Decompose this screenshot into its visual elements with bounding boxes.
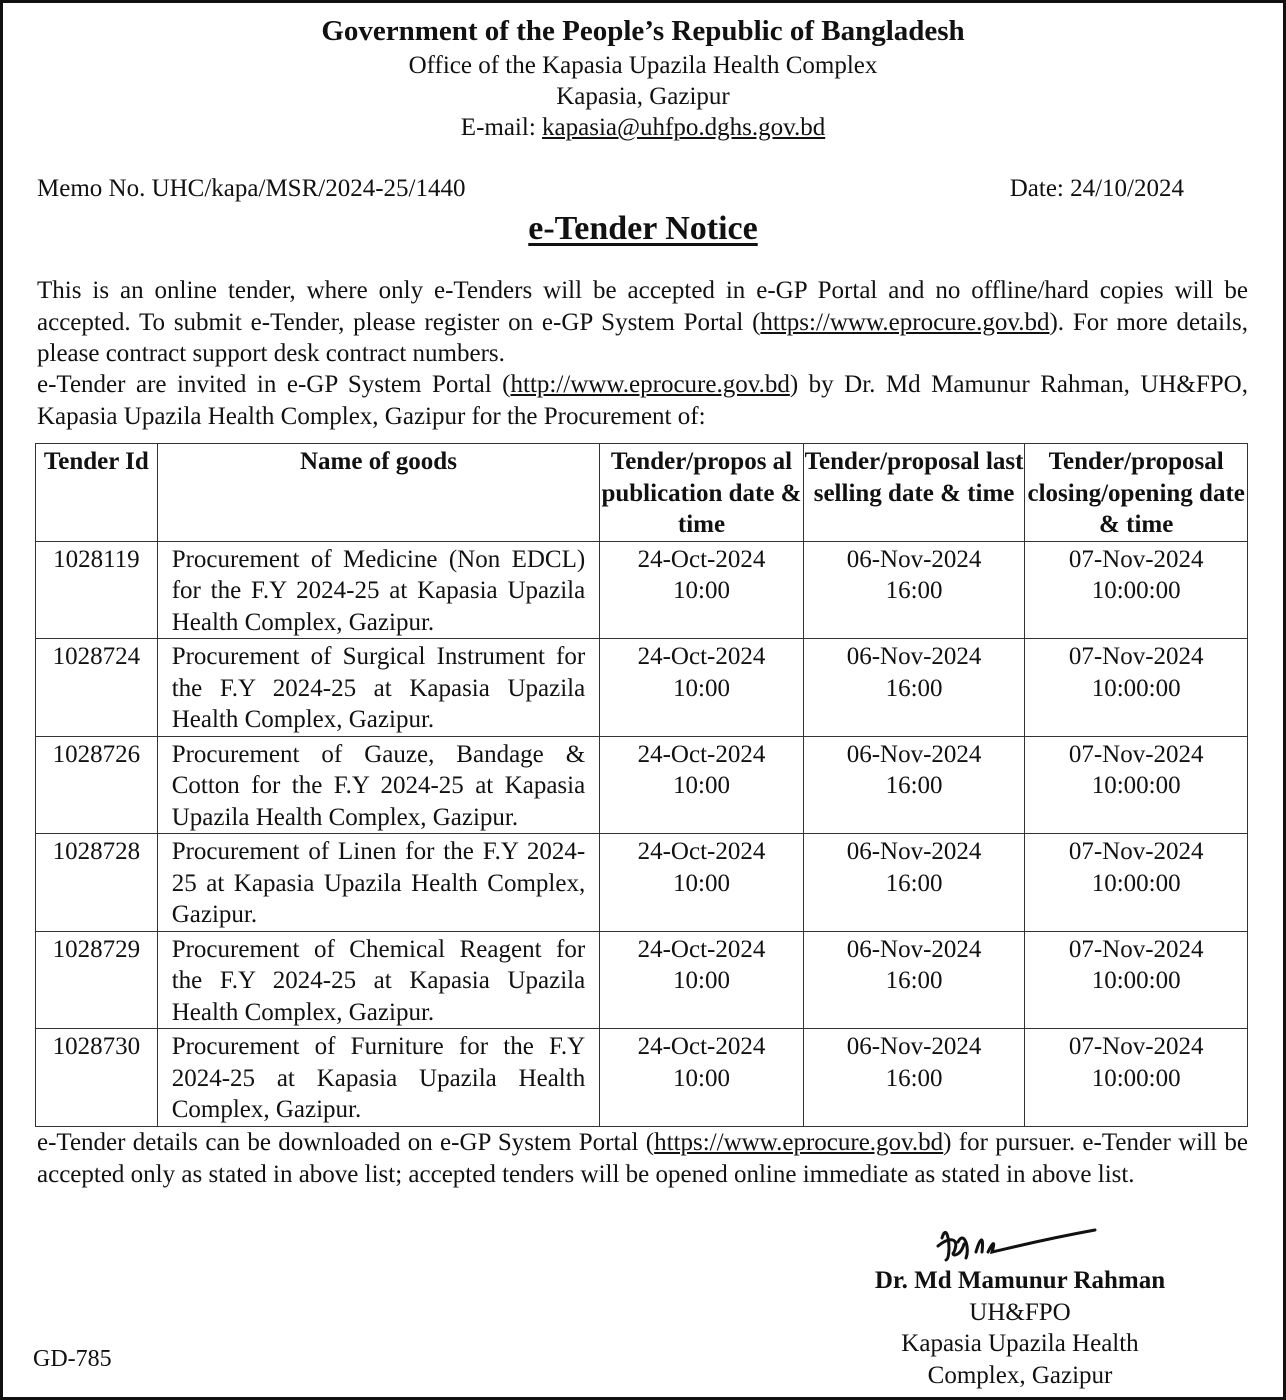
cell-name-of-goods-line: Procurement of Surgical Instrument for the F.Y 2024-25 at Kapasia Upazila Health Complex, Gazipur.: [171, 643, 586, 733]
cell-name-of-goods: [157, 639, 600, 737]
cell-closing-opening-date-line: 10:00:00: [1091, 674, 1181, 702]
cell-tender-id: [36, 541, 158, 639]
office-location: Kapasia, Gazipur: [556, 83, 730, 110]
header-publication-date: Tender/propos al publication date & time: [600, 444, 804, 542]
table-row: [36, 931, 1248, 1029]
cell-tender-id: [36, 1029, 158, 1127]
cell-closing-opening-date-line: 10:00:00: [1091, 772, 1181, 799]
signatory-designation: UH&FPO: [969, 1298, 1071, 1326]
cell-last-selling-date-line: 06-Nov-2024: [846, 643, 982, 670]
cell-last-selling-date-line: 06-Nov-2024: [846, 1033, 982, 1060]
cell-tender-id: [36, 834, 158, 932]
cell-closing-opening-date: [1025, 1029, 1248, 1127]
cell-tender-id-line: 1028119: [53, 545, 140, 573]
cell-last-selling-date: [803, 736, 1025, 834]
cell-publication-date: [600, 834, 804, 932]
cell-tender-id-line: 1028726: [52, 740, 141, 768]
cell-tender-id-line: 1028730: [52, 1033, 141, 1060]
memo-date: Date: 24/10/2024: [1009, 175, 1184, 202]
cell-publication-date-line: 24-Oct-2024: [637, 838, 766, 865]
table-row: [36, 1029, 1248, 1127]
cell-last-selling-date-line: 16:00: [885, 1064, 943, 1092]
gd-number: GD-785: [33, 1346, 112, 1372]
cell-closing-opening-date-line: 07-Nov-2024: [1068, 838, 1204, 865]
cell-publication-date-line: 24-Oct-2024: [637, 740, 766, 768]
signatory-block: [830, 1265, 1210, 1391]
cell-tender-id: [36, 931, 158, 1029]
cell-name-of-goods: [157, 541, 600, 639]
cell-closing-opening-date-line: 10:00:00: [1091, 1064, 1181, 1092]
cell-last-selling-date-line: 06-Nov-2024: [846, 740, 982, 768]
cell-name-of-goods-line: Procurement of Medicine (Non EDCL) for the F.Y 2024-25 at Kapasia Upazila Health Complex, Gazipur.: [171, 545, 586, 636]
cell-closing-opening-date: [1025, 834, 1248, 932]
email-link[interactable]: kapasia@uhfpo.dghs.gov.bd: [542, 114, 826, 141]
cell-last-selling-date: [803, 639, 1025, 737]
cell-publication-date: [600, 541, 804, 639]
cell-tender-id-line: 1028728: [52, 838, 141, 865]
header-last-selling-date: Tender/proposal last selling date & time: [803, 444, 1025, 542]
intro-paragraph-2: e-Tender are invited in e-GP System Portal (http://www.eprocure.gov.bd) by Dr. Md Mamunur Rahman, UH&FPO, Kapasia Upazila Health Complex, Gazipur for the Procurement of:: [37, 371, 1248, 430]
cell-last-selling-date-line: 16:00: [885, 967, 943, 994]
cell-publication-date-line: 24-Oct-2024: [637, 545, 766, 573]
cell-tender-id: [36, 736, 158, 834]
email-label: E-mail:: [460, 114, 543, 141]
signatory-name: Dr. Md Mamunur Rahman: [874, 1267, 1166, 1294]
cell-closing-opening-date-line: 10:00:00: [1091, 869, 1181, 897]
cell-last-selling-date-line: 06-Nov-2024: [846, 545, 982, 573]
cell-closing-opening-date-line: 07-Nov-2024: [1068, 545, 1204, 573]
cell-publication-date-line: 24-Oct-2024: [637, 935, 766, 963]
header-tender-id: Tender Id: [36, 444, 158, 542]
intro-paragraph-1: This is an online tender, where only e-Tenders will be accepted in e-GP Portal and no offline/hard copies will be accepted. To submit e-Tender, please register on e-GP System Portal (https://www.eprocure.gov.bd). For more details, please contract support desk contract numbers.: [37, 277, 1248, 367]
cell-last-selling-date-line: 16:00: [885, 869, 943, 897]
header-closing-opening-date: Tender/proposal closing/opening date & time: [1025, 444, 1248, 542]
cell-name-of-goods-line: Procurement of Chemical Reagent for the F.Y 2024-25 at Kapasia Upazila Health Complex, Gazipur.: [171, 935, 586, 1026]
cell-publication-date-line: 10:00: [673, 1064, 730, 1092]
cell-closing-opening-date-line: 07-Nov-2024: [1068, 643, 1204, 670]
eprocure-link[interactable]: https://www.eprocure.gov.bd: [760, 308, 1050, 336]
cell-tender-id-line: 1028724: [52, 643, 141, 670]
cell-closing-opening-date: [1025, 639, 1248, 737]
cell-last-selling-date-line: 16:00: [885, 772, 943, 799]
table-row: [36, 639, 1248, 737]
cell-tender-id-line: 1028729: [52, 935, 141, 963]
cell-name-of-goods: [157, 736, 600, 834]
cell-name-of-goods-line: Procurement of Gauze, Bandage & Cotton for the F.Y 2024-25 at Kapasia Upazila Health Complex, Gazipur.: [171, 740, 586, 831]
eprocure-link[interactable]: http://www.eprocure.gov.bd: [510, 371, 790, 398]
table-header-row: [36, 444, 1248, 542]
cell-last-selling-date-line: 06-Nov-2024: [846, 935, 982, 963]
cell-publication-date-line: 24-Oct-2024: [637, 1033, 766, 1060]
cell-publication-date-line: 10:00: [673, 967, 730, 994]
table-row: [36, 736, 1248, 834]
cell-last-selling-date-line: 16:00: [885, 577, 943, 604]
cell-name-of-goods-line: Procurement of Furniture for the F.Y 2024-25 at Kapasia Upazila Health Complex, Gazipur.: [171, 1033, 586, 1123]
government-title: Government of the People’s Republic of Bangladesh: [321, 15, 965, 47]
header-name-of-goods: Name of goods: [157, 444, 600, 542]
cell-last-selling-date: [803, 931, 1025, 1029]
cell-closing-opening-date-line: 07-Nov-2024: [1068, 740, 1204, 768]
cell-last-selling-date: [803, 834, 1025, 932]
notice-title: e-Tender Notice: [528, 210, 758, 247]
cell-publication-date: [600, 639, 804, 737]
cell-last-selling-date-line: 16:00: [885, 674, 943, 702]
cell-closing-opening-date: [1025, 931, 1248, 1029]
tender-table: [35, 443, 1248, 1127]
cell-name-of-goods: [157, 1029, 600, 1127]
cell-closing-opening-date: [1025, 736, 1248, 834]
cell-closing-opening-date-line: 07-Nov-2024: [1068, 1033, 1204, 1060]
table-row: [36, 541, 1248, 639]
cell-closing-opening-date: [1025, 541, 1248, 639]
cell-publication-date-line: 10:00: [673, 869, 730, 897]
cell-tender-id: [36, 639, 158, 737]
cell-closing-opening-date-line: 07-Nov-2024: [1068, 935, 1204, 963]
signatory-office-line-2: Complex, Gazipur: [927, 1361, 1113, 1389]
signatory-office-line-1: Kapasia Upazila Health: [901, 1330, 1139, 1357]
cell-name-of-goods: [157, 931, 600, 1029]
cell-closing-opening-date-line: 10:00:00: [1091, 577, 1181, 604]
cell-publication-date-line: 10:00: [673, 772, 730, 799]
cell-publication-date-line: 10:00: [673, 674, 730, 702]
memo-row: [37, 175, 1184, 203]
letterhead: [0, 12, 1286, 143]
signature-image: [930, 1208, 1100, 1268]
cell-publication-date-line: 24-Oct-2024: [637, 643, 766, 670]
office-name: Office of the Kapasia Upazila Health Complex: [408, 52, 878, 79]
cell-last-selling-date-line: 06-Nov-2024: [846, 838, 982, 865]
cell-publication-date: [600, 736, 804, 834]
cell-publication-date: [600, 1029, 804, 1127]
cell-publication-date: [600, 931, 804, 1029]
table-row: [36, 834, 1248, 932]
email-line: [0, 112, 1286, 143]
memo-number: Memo No. UHC/kapa/MSR/2024-25/1440: [37, 175, 466, 202]
cell-name-of-goods-line: Procurement of Linen for the F.Y 2024-25 at Kapasia Upazila Health Complex, Gazipur.: [171, 838, 586, 928]
footer-paragraph: e-Tender details can be downloaded on e-GP System Portal (https://www.eprocure.gov.bd) for pursuer. e-Tender will be accepted only as stated in above list; accepted tenders will be opened online immediate as stated in above list.: [37, 1129, 1248, 1188]
cell-publication-date-line: 10:00: [673, 577, 730, 604]
cell-last-selling-date: [803, 1029, 1025, 1127]
eprocure-link[interactable]: https://www.eprocure.gov.bd: [654, 1129, 944, 1156]
cell-last-selling-date: [803, 541, 1025, 639]
cell-name-of-goods: [157, 834, 600, 932]
cell-closing-opening-date-line: 10:00:00: [1091, 967, 1181, 994]
